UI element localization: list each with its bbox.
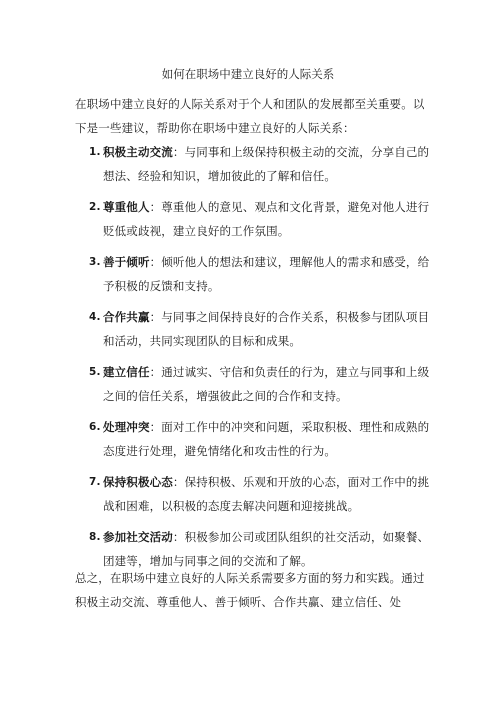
list-item-text: 面对工作中的冲突和问题，采取积极、理性和成熟的态度进行处理，避免情绪化和攻击性的行为。: [103, 420, 430, 458]
list-item-separator: ：: [149, 365, 162, 379]
list-item-number: 5.: [89, 366, 101, 378]
list-item: [75, 415, 435, 463]
conclusion-paragraph: 总之，在职场中建立良好的人际关系需要多方面的努力和实践。通过积极主动交流、尊重他人、善于倾听、合作共赢、建立信任、处: [75, 571, 425, 609]
list-item-separator: ：: [172, 475, 185, 489]
list-item-term: 处理冲突: [103, 420, 150, 434]
list-item-text: 与同事之间保持良好的合作关系，积极参与团队项目和活动，共同实现团队的目标和成果。: [103, 310, 430, 348]
list-item-text: 与同事和上级保持积极主动的交流，分享自己的想法、经验和知识，增加彼此的了解和信任。: [103, 145, 430, 183]
list-item-text: 尊重他人的意见、观点和文化背景，避免对他人进行贬低或歧视，建立良好的工作氛围。: [103, 200, 430, 238]
list-item-term: 尊重他人: [103, 200, 150, 214]
document-title: 如何在职场中建立良好的人际关系: [161, 67, 335, 81]
list-item-separator: ：: [149, 255, 162, 269]
list-item-number: 4.: [89, 311, 101, 323]
list-item-separator: ：: [172, 530, 185, 544]
list-item-number: 8.: [89, 531, 101, 543]
list-item-term: 善于倾听: [103, 255, 150, 269]
list-item: [75, 305, 435, 353]
list-item: [75, 250, 435, 298]
list-item-number: 6.: [89, 421, 101, 433]
list-item-text: 保持积极、乐观和开放的心态，面对工作中的挑战和困难，以积极的态度去解决问题和迎接挑战。: [103, 475, 430, 513]
list-item-text: 积极参加公司或团队组织的社交活动，如聚餐、团建等，增加与同事之间的交流和了解。: [103, 530, 430, 568]
list-item: [75, 360, 435, 408]
list-item-separator: ：: [149, 420, 162, 434]
list-item-term: 积极主动交流: [103, 145, 173, 159]
list-item: [75, 195, 435, 243]
list-item-term: 建立信任: [103, 365, 150, 379]
list-item-number: 7.: [89, 476, 101, 488]
list-item-separator: ：: [149, 200, 162, 214]
list-item-separator: ：: [172, 145, 185, 159]
list-item: [75, 140, 435, 188]
list-item-text: 通过诚实、守信和负责任的行为，建立与同事和上级之间的信任关系，增强彼此之间的合作和支持。: [103, 365, 430, 403]
list-item-text: 倾听他人的想法和建议，理解他人的需求和感受，给予积极的反馈和支持。: [103, 255, 430, 293]
intro-paragraph: 在职场中建立良好的人际关系对于个人和团队的发展都至关重要。以下是一些建议，帮助你在职场中建立良好的人际关系：: [75, 97, 425, 135]
list-item: [75, 470, 435, 518]
list-item-number: 3.: [89, 256, 101, 268]
list-item-term: 参加社交活动: [103, 530, 173, 544]
list-item-number: 1.: [89, 146, 101, 158]
advice-list: [75, 140, 435, 580]
list-item-number: 2.: [89, 201, 101, 213]
list-item-term: 合作共赢: [103, 310, 150, 324]
list-item-separator: ：: [149, 310, 162, 324]
list-item-term: 保持积极心态: [103, 475, 173, 489]
